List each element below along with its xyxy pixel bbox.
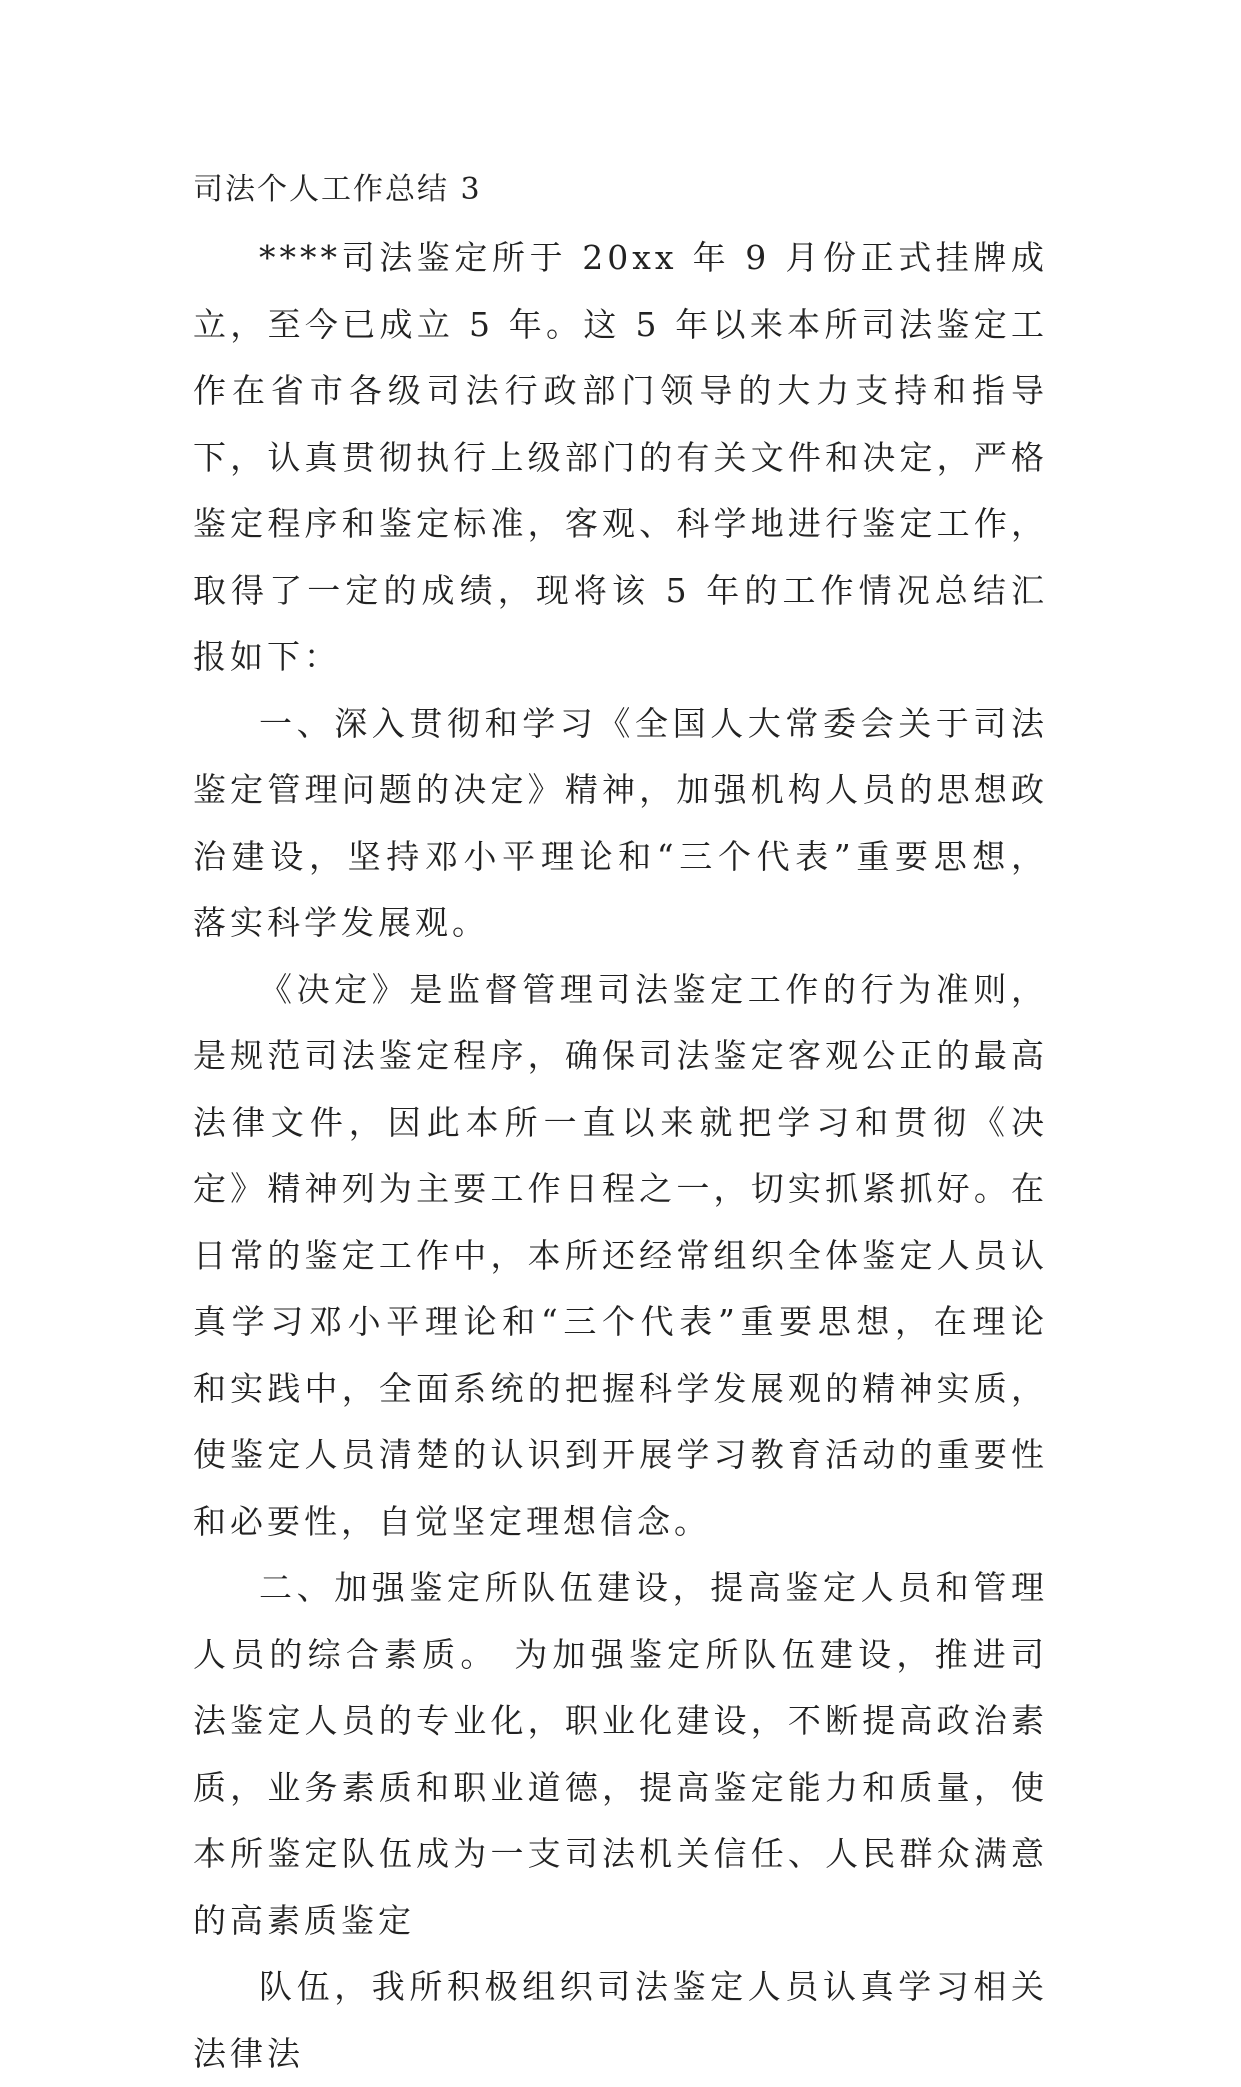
- paragraph-section-two-heading: 二、加强鉴定所队伍建设，提高鉴定人员和管理人员的综合素质。 为加强鉴定所队伍建设，推进司法鉴定人员的专业化，职业化建设，不断提高政治素质，业务素质和职业道德，提高鉴定能力和质量，使本所鉴定队伍成为一支司法机关信任、人民群众满意的高素质鉴定: [193, 1568, 1048, 1940]
- paragraph-section-one-heading: 一、深入贯彻和学习《全国人大常委会关于司法鉴定管理问题的决定》精神，加强机构人员的思想政治建设，坚持邓小平理论和“三个代表”重要思想，落实科学发展观。: [193, 703, 1048, 942]
- paragraph-intro: ****司法鉴定所于 20xx 年 9 月份正式挂牌成立，至今已成立 5 年。这 5 年以来本所司法鉴定工作在省市各级司法行政部门领导的大力支持和指导下，认真贯彻执行上级部门的有关文件和决定，严格鉴定程序和鉴定标准，客观、科学地进行鉴定工作，取得了一定的成绩，现将该 5 年的工作情况总结汇报如下：: [193, 238, 1048, 676]
- document-body: [193, 155, 1048, 2087]
- paragraph-team-study: 队伍，我所积极组织司法鉴定人员认真学习相关法律法: [193, 1967, 1048, 2073]
- document-title: 司法个人工作总结 3: [193, 172, 482, 207]
- paragraph-decision: 《决定》是监督管理司法鉴定工作的行为准则，是规范司法鉴定程序，确保司法鉴定客观公正的最高法律文件，因此本所一直以来就把学习和贯彻《决定》精神列为主要工作日程之一，切实抓紧抓好。在日常的鉴定工作中，本所还经常组织全体鉴定人员认真学习邓小平理论和“三个代表”重要思想，在理论和实践中，全面系统的把握科学发展观的精神实质，使鉴定人员清楚的认识到开展学习教育活动的重要性和必要性，自觉坚定理想信念。: [193, 969, 1048, 1541]
